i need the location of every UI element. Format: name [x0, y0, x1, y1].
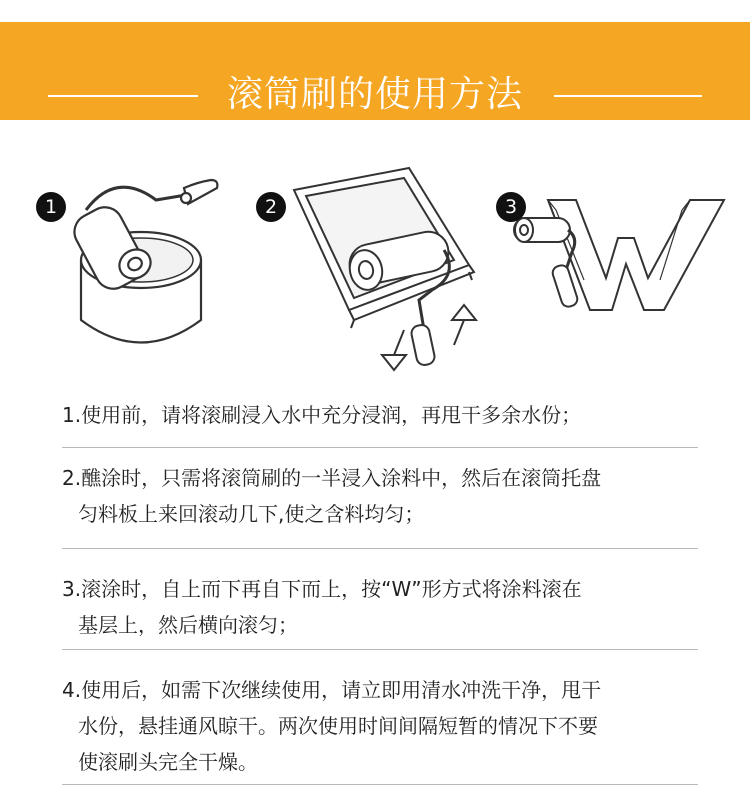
page-title: 滚筒刷的使用方法	[226, 74, 523, 115]
instruction-step-4-line-2: 水份，悬挂通风晾干。两次使用时间间隔短暂的情况下不要	[78, 714, 598, 738]
instruction-list	[62, 387, 698, 785]
banner-left-rule	[48, 95, 198, 97]
instruction-step-4-line-1: 4.使用后，如需下次继续使用，请立即用清水冲洗干净，甩干	[62, 678, 602, 702]
instruction-step-4-line-3: 使滚刷头完全干燥。	[78, 750, 258, 774]
instruction-step-3-line-2: 基层上，然后横向滚匀；	[78, 613, 298, 637]
step-3-badge: 3	[496, 192, 526, 222]
roller-tray-icon	[254, 160, 484, 375]
illustration-step-3	[494, 160, 730, 375]
instruction-step-2-line-1: 2.醮涂时，只需将滚筒刷的一半浸入涂料中，然后在滚筒托盘	[62, 466, 602, 490]
w-pattern-icon	[494, 160, 730, 375]
illustration-step-2	[254, 160, 484, 375]
step-1-badge: 1	[36, 192, 66, 222]
roller-bucket-icon	[36, 160, 226, 375]
instruction-step-3	[62, 549, 698, 650]
illustration-step-1	[36, 160, 226, 375]
banner-right-rule	[554, 95, 702, 97]
step-2-badge: 2	[256, 192, 286, 222]
instruction-step-4	[62, 650, 698, 785]
instruction-step-3-line-1: 3.滚涂时，自上而下再自下而上，按“W”形方式将涂料滚在	[62, 577, 582, 601]
instruction-step-2-line-2: 匀料板上来回滚动几下,使之含料均匀；	[78, 502, 425, 526]
title-banner	[0, 22, 750, 120]
instruction-step-1-line-1: 1.使用前，请将滚刷浸入水中充分浸润，再甩干多余水份；	[62, 403, 582, 427]
instruction-step-1	[62, 387, 698, 448]
instruction-step-2	[62, 448, 698, 549]
